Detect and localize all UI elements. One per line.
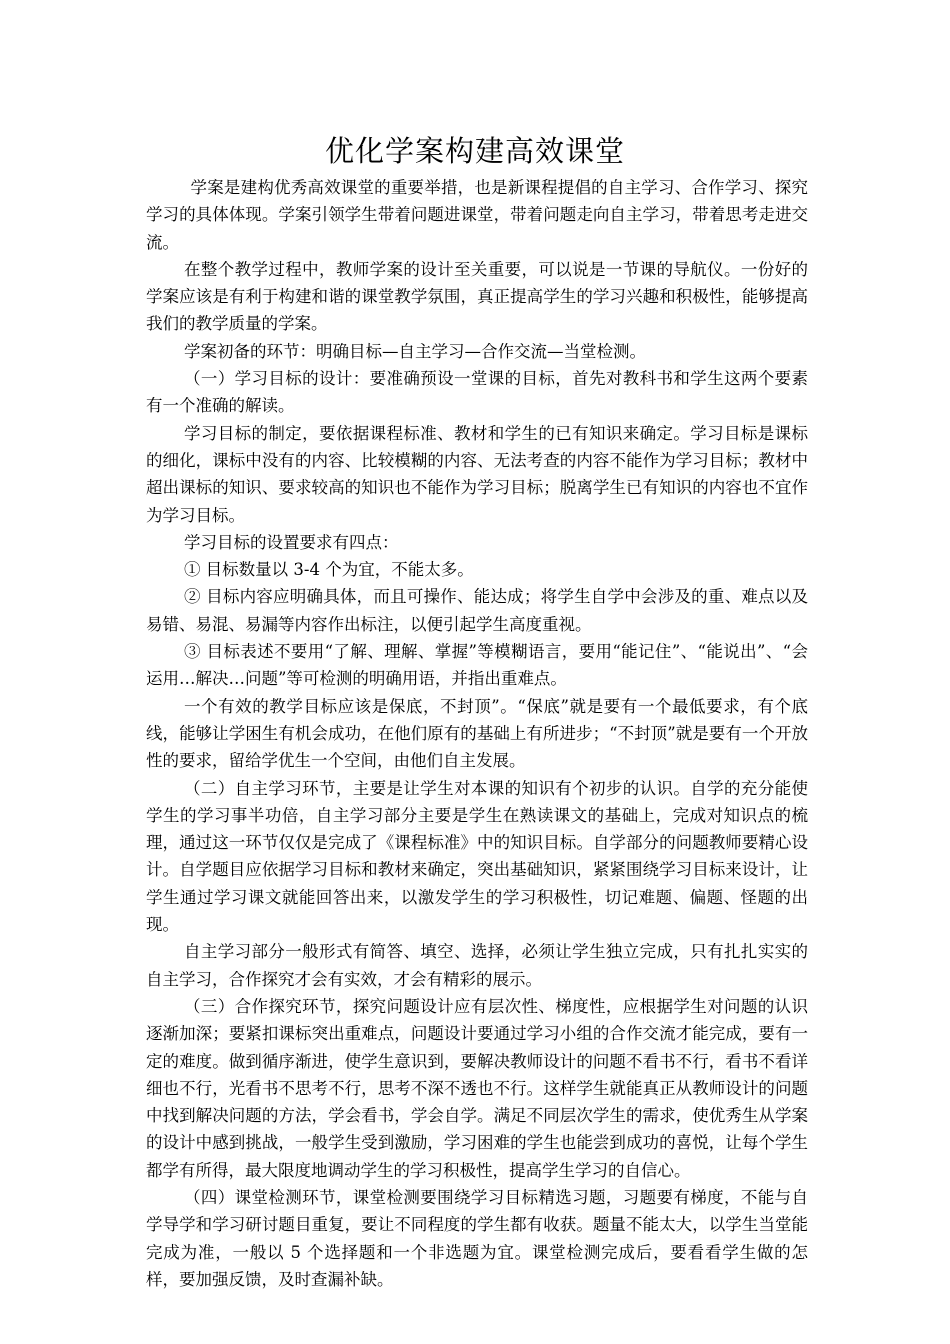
paragraph-classroom-test: （四）课堂检测环节，课堂检测要围绕学习目标精选习题，习题要有梯度，不能与自学导学和学习研讨题目重复，要让不同程度的学生都有收获。题量不能太大，以学生当堂能完成为准，一般以 5 个选择题和一个非选题为宜。课堂检测完成后，要看看学生做的怎样，要加强反馈，及时查漏补缺。 — [146, 1187, 808, 1289]
paragraph-goal-design: （一）学习目标的设计：要准确预设一堂课的目标，首先对教科书和学生这两个要素有一个准确的解读。 — [146, 369, 808, 416]
paragraph-effective-goal: 一个有效的教学目标应该是保底，不封顶”。“保底”就是要有一个最低要求，有个底线，能够让学困生有机会成功，在他们原有的基础上有所进步；“不封顶”就是要有一个开放性的要求，留给学优生一个空间，由他们自主发展。 — [146, 696, 808, 771]
paragraph-steps: 学案初备的环节：明确目标—自主学习—合作交流—当堂检测。 — [183, 341, 646, 361]
paragraph-intro: 学案是建构优秀高效课堂的重要举措，也是新课程提倡的自主学习、合作学习、探究学习的具体体现。学案引领学生带着问题进课堂，带着问题走向自主学习，带着思考走进交流。 — [146, 178, 808, 252]
paragraph-cooperation: （三）合作探究环节，探究问题设计应有层次性、梯度性，应根据学生对问题的认识逐渐加深；要紧扣课标突出重难点，问题设计要通过学习小组的合作交流才能完成，要有一定的难度。做到循序渐进，使学生意识到，要解决教师设计的问题不看书不行，看书不看详细也不行，光看书不思考不行，思考不深不透也不行。这样学生就能真正从教师设计的问题中找到解决问题的方法，学会看书，学会自学。满足不同层次学生的需求，使优秀生从学案的设计中感到挑战，一般学生受到激励，学习困难的学生也能尝到成功的喜悦，让每个学生都学有所得，最大限度地调动学生的学习积极性，提高学生学习的自信心。 — [146, 996, 808, 1180]
list-item-goal-3: ③ 目标表述不要用“了解、理解、掌握”等模糊语言，要用“能记住”、“能说出”、“会运用…解决…问题”等可检测的明确用语，并指出重难点。 — [146, 642, 808, 689]
list-item-goal-1: ① 目标数量以 3-4 个为宜，不能太多。 — [183, 560, 474, 580]
paragraph-importance: 在整个教学过程中，教师学案的设计至关重要，可以说是一节课的导航仪。一份好的学案应该是有利于构建和谐的课堂教学氛围，真正提高学生的学习兴趣和积极性，能够提高我们的教学质量的学案。 — [146, 259, 808, 334]
document-title: 优化学案构建高效课堂 — [324, 134, 625, 168]
list-item-goal-2: ② 目标内容应明确具体，而且可操作、能达成；将学生自学中会涉及的重、难点以及易错、易混、易漏等内容作出标注，以便引起学生高度重视。 — [146, 587, 808, 634]
paragraph-goal-basis: 学习目标的制定，要依据课程标准、教材和学生的已有知识来确定。学习目标是课标的细化，课标中没有的内容、比较模糊的内容、无法考查的内容不能作为学习目标；教材中超出课标的知识、要求较高的知识也不能作为学习目标；脱离学生已有知识的内容也不宜作为学习目标。 — [146, 423, 808, 525]
paragraph-self-study: （二）自主学习环节，主要是让学生对本课的知识有个初步的认识。自学的充分能使学生的学习事半功倍，自主学习部分主要是学生在熟读课文的基础上，完成对知识点的梳理，通过这一环节仅仅是完成了《课程标准》中的知识目标。自学部分的问题教师要精心设计。自学题目应依据学习目标和教材来确定，突出基础知识，紧紧围绕学习目标来设计，让学生通过学习课文就能回答出来，以激发学生的学习积极性，切记难题、偏题、怪题的出现。 — [146, 778, 808, 935]
document-body — [146, 174, 808, 1293]
paragraph-self-study-form: 自主学习部分一般形式有简答、填空、选择，必须让学生独立完成，只有扎扎实实的自主学习，合作探究才会有实效，才会有精彩的展示。 — [146, 942, 808, 989]
paragraph-goal-requirements: 学习目标的设置要求有四点： — [183, 532, 399, 552]
